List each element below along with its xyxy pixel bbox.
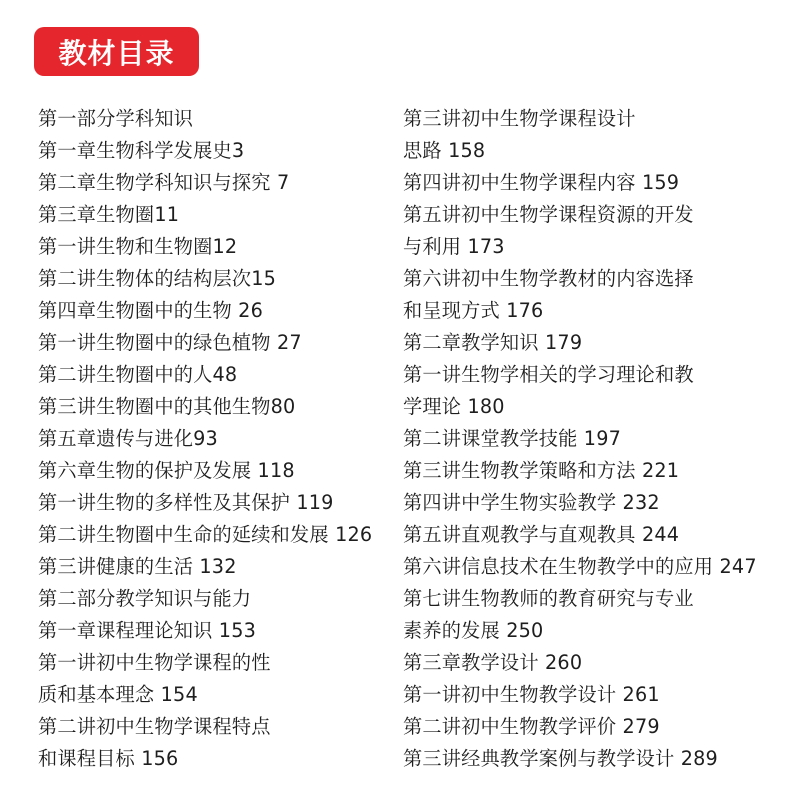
- toc-left-column: [38, 103, 372, 775]
- toc-entry: 第六讲信息技术在生物教学中的应用 247: [403, 555, 757, 578]
- toc-entry: 第二讲生物圈中生命的延续和发展 126: [38, 523, 373, 546]
- toc-entry: 第二讲初中生物教学评价 279: [403, 715, 660, 738]
- toc-entry: 第二章生物学科知识与探究 7: [38, 171, 290, 194]
- toc-entry: 第三章生物圈11: [38, 203, 180, 226]
- toc-right-column: [403, 103, 757, 775]
- page-title-badge: [34, 27, 199, 76]
- toc-entry: 质和基本理念 154: [38, 683, 198, 706]
- toc-entry: 第一讲初中生物教学设计 261: [403, 683, 660, 706]
- toc-entry: 第一章生物科学发展史3: [38, 139, 245, 162]
- toc-entry: 和课程目标 156: [38, 747, 179, 770]
- toc-entry: 第五讲直观教学与直观教具 244: [403, 523, 680, 546]
- toc-entry: 第六讲初中生物学教材的内容选择: [403, 267, 694, 290]
- toc-entry: 第一讲初中生物学课程的性: [38, 651, 271, 674]
- toc-entry: 第二讲初中生物学课程特点: [38, 715, 271, 738]
- toc-entry: 第五章遗传与进化93: [38, 427, 218, 450]
- toc-entry: 第四章生物圈中的生物 26: [38, 299, 263, 322]
- toc-entry: 第一讲生物学相关的学习理论和教: [403, 363, 694, 386]
- toc-entry: 第六章生物的保护及发展 118: [38, 459, 295, 482]
- toc-entry: 思路 158: [403, 139, 486, 162]
- toc-entry: 学理论 180: [403, 395, 505, 418]
- toc-entry: 第七讲生物教师的教育研究与专业: [403, 587, 694, 610]
- toc-entry: 第三讲初中生物学课程设计: [403, 107, 636, 130]
- toc-entry: 第一部分学科知识: [38, 107, 194, 130]
- toc-entry: 第三讲生物教学策略和方法 221: [403, 459, 680, 482]
- toc-entry: 和呈现方式 176: [403, 299, 544, 322]
- toc-entry: 第一章课程理论知识 153: [38, 619, 257, 642]
- toc-entry: 第四讲中学生物实验教学 232: [403, 491, 660, 514]
- toc-entry: 素养的发展 250: [403, 619, 544, 642]
- page-title: 教材目录: [58, 36, 175, 70]
- toc-entry: 与利用 173: [403, 235, 505, 258]
- toc-entry: 第二讲课堂教学技能 197: [403, 427, 622, 450]
- toc-entry: 第一讲生物圈中的绿色植物 27: [38, 331, 302, 354]
- toc-entry: 第一讲生物的多样性及其保护 119: [38, 491, 334, 514]
- toc-entry: 第二讲生物体的结构层次15: [38, 267, 277, 290]
- toc-entry: 第三讲生物圈中的其他生物80: [38, 395, 296, 418]
- toc-entry: 第五讲初中生物学课程资源的开发: [403, 203, 694, 226]
- toc-entry: 第二讲生物圈中的人48: [38, 363, 238, 386]
- toc-entry: 第一讲生物和生物圈12: [38, 235, 238, 258]
- toc-entry: 第四讲初中生物学课程内容 159: [403, 171, 680, 194]
- toc-entry: 第三讲健康的生活 132: [38, 555, 237, 578]
- toc-entry: 第二章教学知识 179: [403, 331, 583, 354]
- toc-entry: 第三讲经典教学案例与教学设计 289: [403, 747, 718, 770]
- toc-entry: 第二部分教学知识与能力: [38, 587, 252, 610]
- toc-entry: 第三章教学设计 260: [403, 651, 583, 674]
